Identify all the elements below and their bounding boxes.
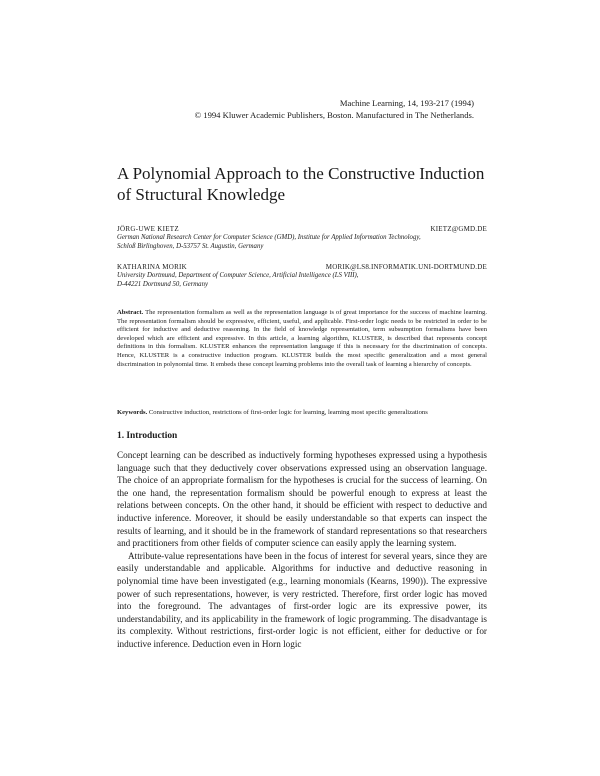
section-heading: 1. Introduction	[117, 431, 178, 441]
journal-citation: Machine Learning, 14, 193-217 (1994)	[339, 98, 474, 108]
paragraph: Attribute-value representations have been in the focus of interest for several years, since they are easily understandable and applicable. Algorithms for inductive and deductive reasoning in polynomial time have been investigated (e.g., learning monomials (Kearns, 1990)). The expressive power of such representations, however, is very restricted. Therefore, first order logic has moved into the foreground. The advantages of first-order logic are its expressive power, its understandability, and its applicability in the framework of logic programming. The disadvantage is its complexity. Without restrictions, first-order logic is not efficient, either for deductive or for inductive inference. Deduction even in Horn logic	[117, 550, 487, 649]
journal-header	[195, 97, 474, 121]
keywords-text: Constructive induction, restrictions of first-order logic for learning, learning most specific generalizations	[148, 409, 428, 416]
abstract-text: The representation formalism as well as the representation language is of great importance for the success of machine learning. The representation formalism should be expressive, efficient, useful, and applicable. First-order logic needs to be restricted in order to be efficient for inductive and deductive reasoning. In the field of knowledge representation, term subsumption formalisms have been developed which are efficient and expressive. In this article, a learning algorithm, KLUSTER, is described that represents concept definitions in this formalism. KLUSTER enhances the representation language if this is necessary for the discrimination of concepts. Hence, KLUSTER is a constructive induction program. KLUSTER builds the most specific generalization and a most general discrimination in polynomial time. It embeds these concept learning problems into the overall task of learning a hierarchy of concepts.	[117, 309, 487, 368]
copyright-notice: © 1994 Kluwer Academic Publishers, Boston. Manufactured in The Netherlands.	[194, 110, 474, 120]
author-affiliation: German National Research Center for Computer Science (GMD), Institute for Applied Information Technology,	[117, 234, 421, 241]
abstract	[117, 309, 487, 369]
author-block-1	[117, 225, 487, 251]
section-body	[117, 449, 487, 651]
paragraph: Concept learning can be described as inductively forming hypotheses expressed using a hypothesis language such that they deductively cover observations expressed using an observation language. The choice of an appropriate formalism for the hypotheses is crucial for the success of learning. On the one hand, the representation formalism should be powerful enough to express at least the relations between concepts. On the other hand, it should be efficient with respect to deductive and inductive inference. Moreover, it should be easily understandable so that experts can inspect the results of learning, and it should be in the framework of standard representations so that researchers and practitioners from other fields of computer science can easily apply the learning system.	[117, 450, 487, 549]
author-email: MORIK@LS8.INFORMATIK.UNI-DORTMUND.DE	[325, 263, 487, 271]
abstract-label: Abstract.	[117, 309, 144, 316]
keywords	[117, 409, 487, 418]
keywords-label: Keywords.	[117, 409, 148, 416]
author-address: Schloß Birlinghoven, D-53757 St. Augustin, Germany	[117, 243, 264, 250]
paper-title: A Polynomial Approach to the Constructive Induction of Structural Knowledge	[117, 164, 485, 204]
author-block-2	[117, 263, 487, 289]
author-email: KIETZ@GMD.DE	[430, 225, 487, 233]
author-affiliation: University Dortmund, Department of Computer Science, Artificial Intelligence (LS VIII),	[117, 272, 359, 279]
author-name: KATHARINA MORIK	[117, 263, 188, 271]
author-address: D-44221 Dortmund 50, Germany	[117, 281, 208, 288]
author-name: JÖRG-UWE KIETZ	[117, 225, 179, 233]
